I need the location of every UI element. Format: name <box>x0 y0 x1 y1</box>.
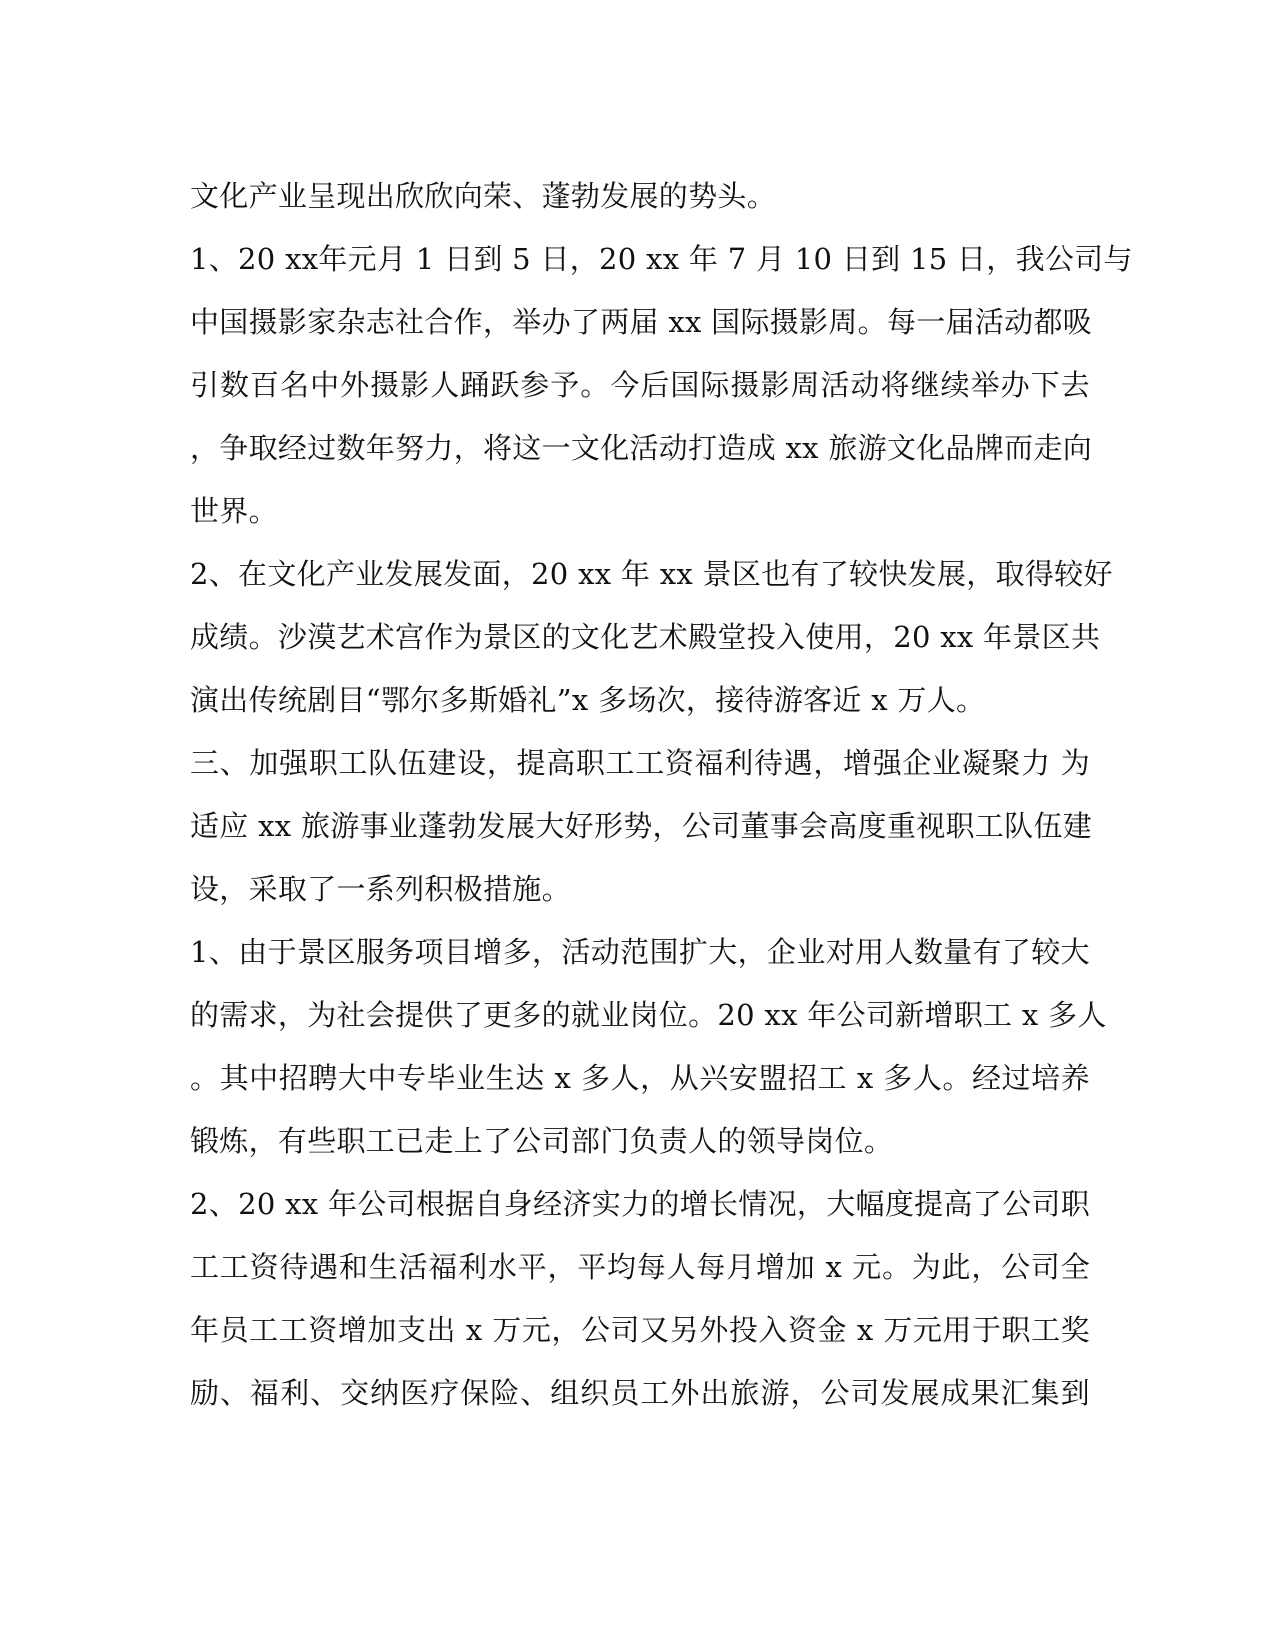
text-line: 世界。 <box>190 494 278 528</box>
text-line: 三、加强职工队伍建设，提高职工工资福利待遇，增强企业凝聚力 为 <box>190 746 1090 780</box>
text-line: 引数百名中外摄影人踊跃参予。今后国际摄影周活动将继续举办下去 <box>190 368 1090 402</box>
text-line: 中国摄影家杂志社合作，举办了两届 xx 国际摄影周。每一届活动都吸 <box>190 305 1093 339</box>
text-line: 适应 xx 旅游事业蓬勃发展大好形势，公司董事会高度重视职工队伍建 <box>190 809 1093 843</box>
text-line: ，争取经过数年努力，将这一文化活动打造成 xx 旅游文化品牌而走向 <box>190 431 1093 465</box>
text-line: 年员工工资增加支出 x 万元，公司又另外投入资金 x 万元用于职工奖 <box>190 1313 1090 1347</box>
text-line: 1、由于景区服务项目增多，活动范围扩大，企业对用人数量有了较大 <box>190 935 1090 969</box>
text-line: 2、在文化产业发展发面，20 xx 年 xx 景区也有了较快发展，取得较好 <box>190 557 1113 591</box>
text-line: 工工资待遇和生活福利水平，平均每人每月增加 x 元。为此，公司全 <box>190 1250 1090 1284</box>
text-line: 锻炼，有些职工已走上了公司部门负责人的领导岗位。 <box>190 1124 894 1158</box>
document-body <box>190 165 1133 1425</box>
text-line: 2、20 xx 年公司根据自身经济实力的增长情况，大幅度提高了公司职 <box>190 1187 1090 1221</box>
text-line: 。其中招聘大中专毕业生达 x 多人，从兴安盟招工 x 多人。经过培养 <box>190 1061 1090 1095</box>
text-line: 1、20 xx年元月 1 日到 5 日，20 xx 年 7 月 10 日到 15 日，我公司与 <box>190 242 1133 276</box>
text-line: 的需求，为社会提供了更多的就业岗位。20 xx 年公司新增职工 x 多人 <box>190 998 1107 1032</box>
text-line: 文化产业呈现出欣欣向荣、蓬勃发展的势头。 <box>190 179 777 213</box>
text-line: 成绩。沙漠艺术宫作为景区的文化艺术殿堂投入使用，20 xx 年景区共 <box>190 620 1101 654</box>
text-line: 演出传统剧目“鄂尔多斯婚礼”x 多场次，接待游客近 x 万人。 <box>190 683 986 717</box>
text-line: 设，采取了一系列积极措施。 <box>190 872 571 906</box>
text-line: 励、福利、交纳医疗保险、组织员工外出旅游，公司发展成果汇集到 <box>190 1376 1090 1410</box>
